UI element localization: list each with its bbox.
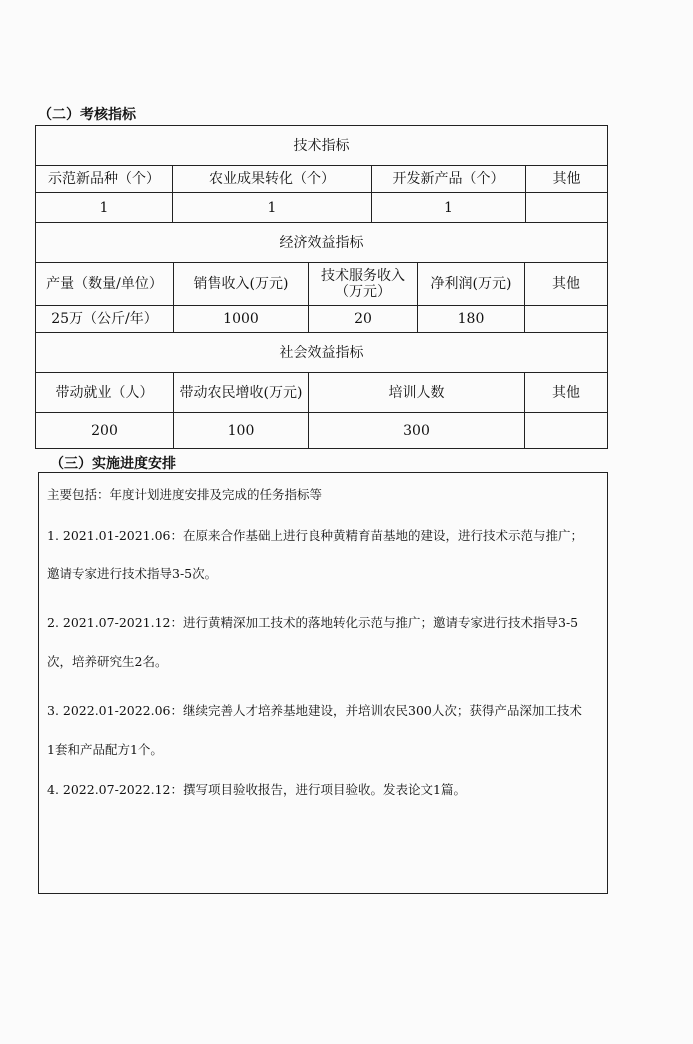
- social-header: 带动就业（人）: [36, 373, 174, 413]
- tech-value: 1: [36, 193, 173, 223]
- tech-header: 其他: [526, 166, 608, 193]
- schedule-line: 2. 2021.07-2021.12：进行黄精深加工技术的落地转化示范与推广；邀请专家进行技术指导3-5: [47, 615, 579, 630]
- schedule-line: 4. 2022.07-2022.12：撰写项目验收报告，进行项目验收。发表论文1篇。: [47, 782, 466, 797]
- econ-header: 其他: [525, 263, 608, 306]
- econ-header: 产量（数量/单位）: [36, 263, 174, 306]
- econ-value: 20: [309, 306, 418, 333]
- econ-value: 25万（公斤/年）: [36, 306, 174, 333]
- schedule-line: 1. 2021.01-2021.06：在原来合作基础上进行良种黄精育苗基地的建设，进行技术示范与推广；: [47, 528, 584, 543]
- tech-header: 示范新品种（个）: [36, 166, 173, 193]
- social-header: 带动农民增收(万元): [174, 373, 309, 413]
- econ-value: [525, 306, 608, 333]
- tech-value: [526, 193, 608, 223]
- social-title: 社会效益指标: [36, 333, 608, 373]
- section-2-title: （二）考核指标: [38, 107, 136, 123]
- econ-value: 180: [418, 306, 525, 333]
- tech-value: 1: [173, 193, 372, 223]
- schedule-box: [38, 472, 608, 894]
- social-value: [525, 413, 608, 449]
- schedule-line: 1套和产品配方1个。: [47, 742, 163, 757]
- schedule-line: 主要包括：年度计划进度安排及完成的任务指标等: [47, 487, 323, 502]
- econ-indicators-table: [35, 222, 608, 333]
- tech-header: 农业成果转化（个）: [173, 166, 372, 193]
- social-value: 200: [36, 413, 174, 449]
- schedule-line: 3. 2022.01-2022.06：继续完善人才培养基地建设，并培训农民300人次；获得产品深加工技术: [47, 703, 582, 718]
- tech-header: 开发新产品（个）: [372, 166, 526, 193]
- schedule-line: 次，培养研究生2名。: [47, 654, 168, 669]
- econ-header: 净利润(万元): [418, 263, 525, 306]
- social-value: 100: [174, 413, 309, 449]
- tech-title: 技术指标: [36, 126, 608, 166]
- social-indicators-table: [35, 332, 608, 449]
- schedule-line: 邀请专家进行技术指导3-5次。: [47, 566, 218, 581]
- econ-title: 经济效益指标: [36, 223, 608, 263]
- social-value: 300: [309, 413, 525, 449]
- econ-header: 技术服务收入（万元）: [309, 263, 418, 306]
- section-3-title: （三）实施进度安排: [50, 456, 176, 472]
- econ-value: 1000: [174, 306, 309, 333]
- social-header: 其他: [525, 373, 608, 413]
- econ-header: 销售收入(万元): [174, 263, 309, 306]
- tech-indicators-table: [35, 125, 608, 223]
- social-header: 培训人数: [309, 373, 525, 413]
- tech-value: 1: [372, 193, 526, 223]
